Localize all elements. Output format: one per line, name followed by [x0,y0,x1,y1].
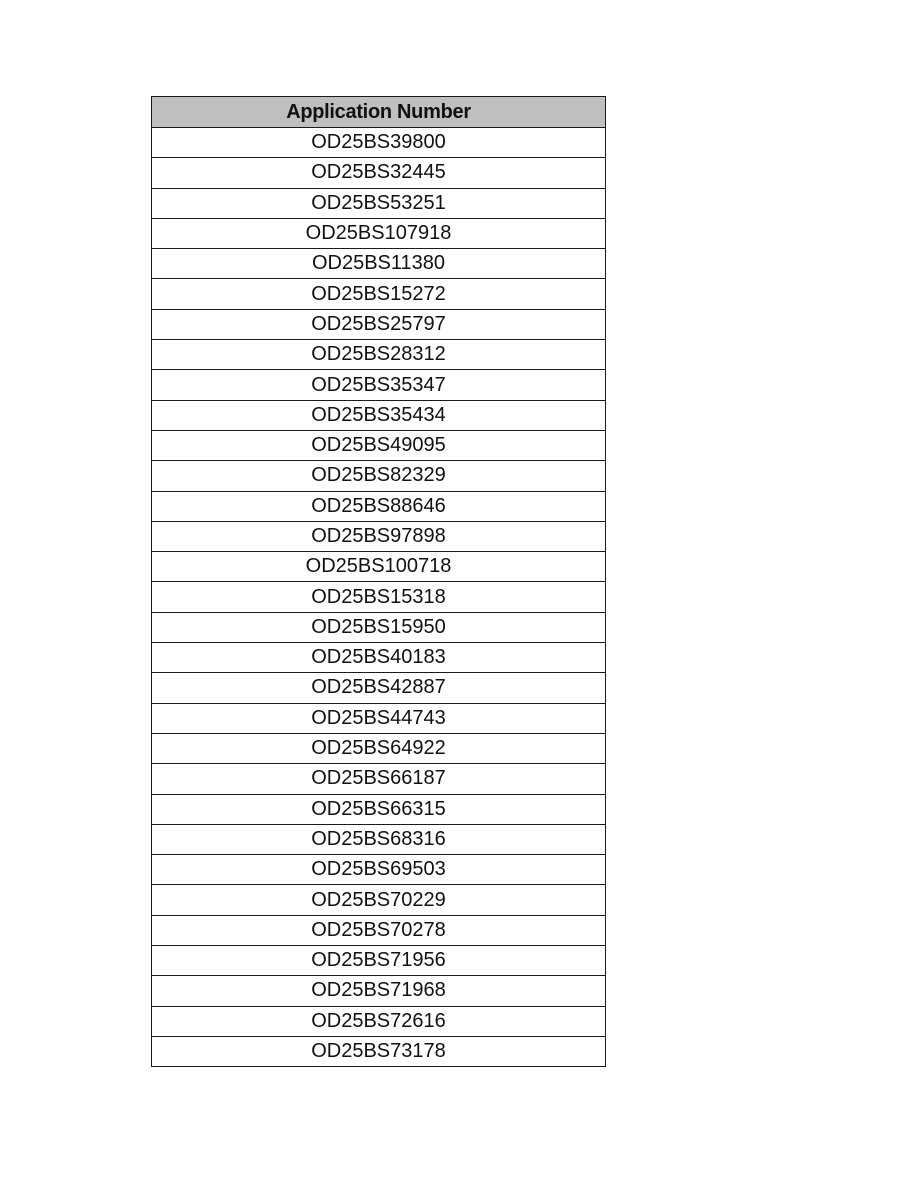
table-row [152,249,606,279]
application-number-cell: OD25BS49095 [152,430,606,460]
application-number-cell: OD25BS42887 [152,673,606,703]
table-body [152,128,606,1067]
application-number-cell: OD25BS70229 [152,885,606,915]
application-number-cell: OD25BS72616 [152,1006,606,1036]
table-row [152,946,606,976]
table-row [152,128,606,158]
table-row [152,794,606,824]
table-row [152,461,606,491]
table-row [152,673,606,703]
application-number-cell: OD25BS82329 [152,461,606,491]
application-number-cell: OD25BS15272 [152,279,606,309]
table-row [152,703,606,733]
application-number-cell: OD25BS15950 [152,612,606,642]
application-number-cell: OD25BS107918 [152,218,606,248]
application-number-cell: OD25BS68316 [152,824,606,854]
table-row [152,643,606,673]
column-header-application-number: Application Number [152,97,606,128]
table-row [152,218,606,248]
application-number-cell: OD25BS39800 [152,128,606,158]
application-number-cell: OD25BS35434 [152,400,606,430]
table-row [152,158,606,188]
table-row [152,279,606,309]
table-row [152,552,606,582]
application-number-cell: OD25BS44743 [152,703,606,733]
application-number-cell: OD25BS40183 [152,643,606,673]
application-number-cell: OD25BS32445 [152,158,606,188]
application-number-cell: OD25BS15318 [152,582,606,612]
application-number-cell: OD25BS70278 [152,915,606,945]
table-row [152,824,606,854]
table-row [152,582,606,612]
application-number-cell: OD25BS25797 [152,309,606,339]
application-number-cell: OD25BS66187 [152,764,606,794]
table-row [152,309,606,339]
application-number-table [151,96,606,1067]
table-header-row [152,97,606,128]
table-row [152,915,606,945]
table-row [152,976,606,1006]
table-row [152,340,606,370]
application-number-cell: OD25BS100718 [152,552,606,582]
table-row [152,188,606,218]
application-number-cell: OD25BS66315 [152,794,606,824]
table-row [152,370,606,400]
table-row [152,400,606,430]
application-number-cell: OD25BS73178 [152,1036,606,1066]
table-row [152,1006,606,1036]
application-number-cell: OD25BS69503 [152,855,606,885]
table-row [152,491,606,521]
table-row [152,430,606,460]
table-row [152,521,606,551]
application-number-cell: OD25BS71956 [152,946,606,976]
table-row [152,855,606,885]
application-number-cell: OD25BS88646 [152,491,606,521]
application-number-cell: OD25BS64922 [152,733,606,763]
table-row [152,1036,606,1066]
table-row [152,612,606,642]
application-number-cell: OD25BS97898 [152,521,606,551]
application-number-cell: OD25BS11380 [152,249,606,279]
table-row [152,885,606,915]
application-number-cell: OD25BS28312 [152,340,606,370]
table-row [152,764,606,794]
application-number-cell: OD25BS71968 [152,976,606,1006]
table-row [152,733,606,763]
application-number-cell: OD25BS53251 [152,188,606,218]
application-number-cell: OD25BS35347 [152,370,606,400]
